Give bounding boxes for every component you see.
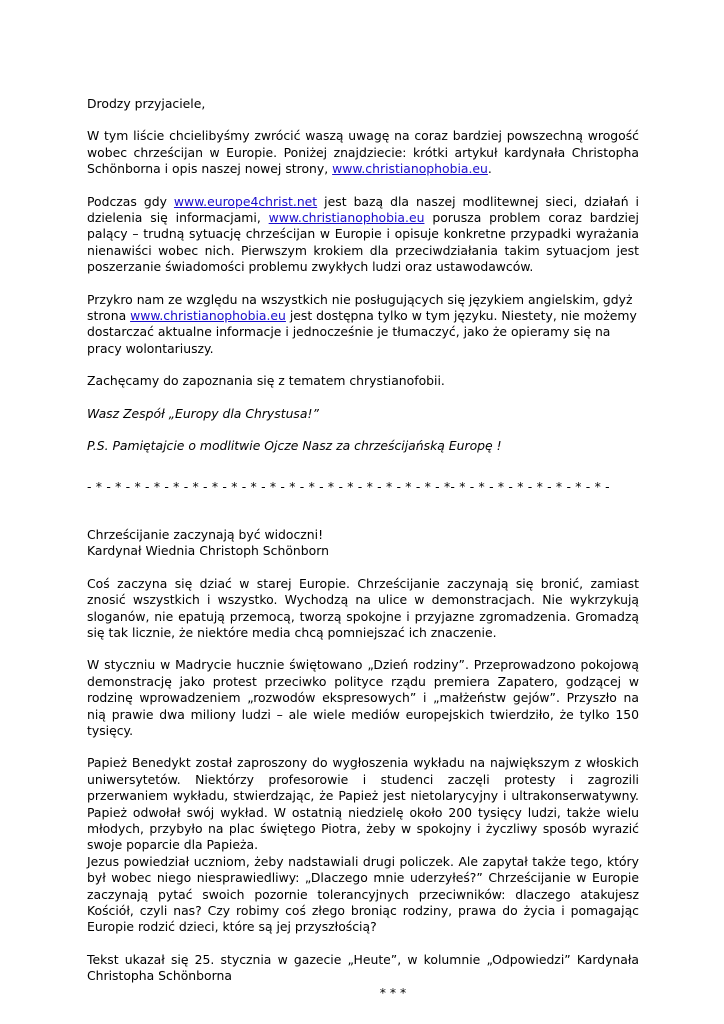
article-title: Chrześcijanie zaczynają być widoczni! — [87, 526, 324, 542]
postscript: P.S. Pamiętajcie o modlitwie Ojcze Nasz za chrześcijańską Europę ! — [87, 438, 502, 454]
article-author: Kardynał Wiednia Christoph Schönborn — [87, 543, 329, 559]
document-page — [87, 96, 639, 1001]
letter-paragraph-4: Zachęcamy do zapoznania się z tematem chrystianofobii. — [87, 373, 445, 389]
letter-paragraph-3 — [87, 292, 639, 358]
article-paragraph-4: Jezus powiedział uczniom, żeby nadstawiali drugi policzek. Ale zapytał także tego, który był wobec niego niesprawiedliwy: „Dlaczego mnie uderzyłeś?” Chrześcijanie w Europie zaczynają pytać swoich pozornie tolerancyjnych przeciwników: dlaczego atakujesz Kościół, czyli nas? Czy robimy coś złego broniąc rodziny, prawa do życia i pomagając Europie rodzić dzieci, które są jej przyszłością? — [87, 853, 639, 935]
article-paragraph-3: Papież Benedykt został zaproszony do wygłoszenia wykładu na największym z włoskich uniwersytetów. Niektórzy profesorowie i studenci zaczęli protesty i zagrozili przerwaniem wykładu, stwierdzając, że Papież jest nietolarycyjny i ultrakonserwatywny. Papież odwołał swój wykład. W ostatnią niedzielę około 200 tysięcy ludzi, także wielu młodych, przybyło na plac świętego Piotra, żeby w spokojny i życzliwy sposób wyrazić swoje poparcie dla Papieża. — [87, 755, 639, 853]
article-paragraph-1: Coś zaczyna się dziać w starej Europie. Chrześcijanie zaczynają się bronić, zamiast znosić wszystkich i wszystko. Wychodzą na ulice w demonstracjach. Nie wykrzykują sloganów, nie epatują przemocą, tworzą spokojne i przyjazne zgromadzenia. Gromadzą się tak licznie, że niektóre media chcą pomniejszać ich znaczenie. — [87, 575, 639, 640]
article-paragraph-2: W styczniu w Madrycie hucznie świętowano „Dzień rodziny”. Przeprowadzono pokojową demonstrację jako protest przeciwko polityce rządu premiera Zapatero, godzącej w rodzinę wprowadzeniem „rozwodów ekspresowych” i „małżeństw gejów”. Przyszło na nią prawie dwa miliony ludzi – ale wiele mediów europejskich twierdziło, że tylko 150 tysięcy. — [87, 657, 639, 738]
closing-stars: * * * — [379, 984, 407, 1000]
paragraph-text: . — [487, 161, 492, 177]
christianophobia-link[interactable]: www.christianophobia.eu — [268, 210, 425, 226]
paragraph-text: Przykro nam ze względu na wszystkich nie posługujących się językiem angielskim, gdyż strona — [87, 291, 633, 324]
paragraph-text: porusza problem coraz bardziej palący – trudną sytuację chrześcijan w Europie i opisuje konkretne przypadki wyrażania nienawiści wobec nich. Pierwszym krokiem dla przeciwdziałania takim sytuacjom jest poszerzanie świadomości problemu zwykłych ludzi oraz ustawodawców. — [87, 210, 639, 275]
europe4christ-link[interactable]: www.europe4christ.net — [173, 193, 318, 209]
paragraph-text: Podczas gdy — [87, 193, 174, 209]
paragraph-text: jest dostępna tylko w tym języku. Niestety, nie możemy dostarczać aktualne informacje i jednocześnie je tłumaczyć, jako że opieramy się na pracy wolontariuszy. — [87, 308, 637, 356]
christianophobia-link[interactable]: www.christianophobia.eu — [130, 308, 286, 324]
signature: Wasz Zespół „Europy dla Chrystusa!” — [87, 405, 319, 421]
paragraph-text: jest bazą dla naszej modlitewnej sieci, działań i dzielenia się informacjami, — [87, 193, 640, 226]
article-footer: Tekst ukazał się 25. stycznia w gazecie „Heute”, w kolumnie „Odpowiedzi” Kardynała Christopha Schönborna — [87, 951, 639, 984]
letter-paragraph-1 — [87, 128, 639, 177]
christianophobia-link[interactable]: www.christianophobia.eu — [332, 161, 488, 177]
greeting: Drodzy przyjaciele, — [87, 96, 206, 111]
paragraph-text: W tym liście chcielibyśmy zwrócić waszą uwagę na coraz bardziej powszechną wrogość wobec chrześcijan w Europie. Poniżej znajdziecie: krótki artykuł kardynała Christopha Schönborna i opis naszej nowej strony, — [87, 128, 639, 177]
letter-paragraph-2 — [87, 194, 639, 276]
star-divider: - * - * - * - * - * - * - * - * - * - * - * - * - * - * - * - * - * - * - *- * - * - * - * - * - * - * - * - — [87, 478, 610, 494]
